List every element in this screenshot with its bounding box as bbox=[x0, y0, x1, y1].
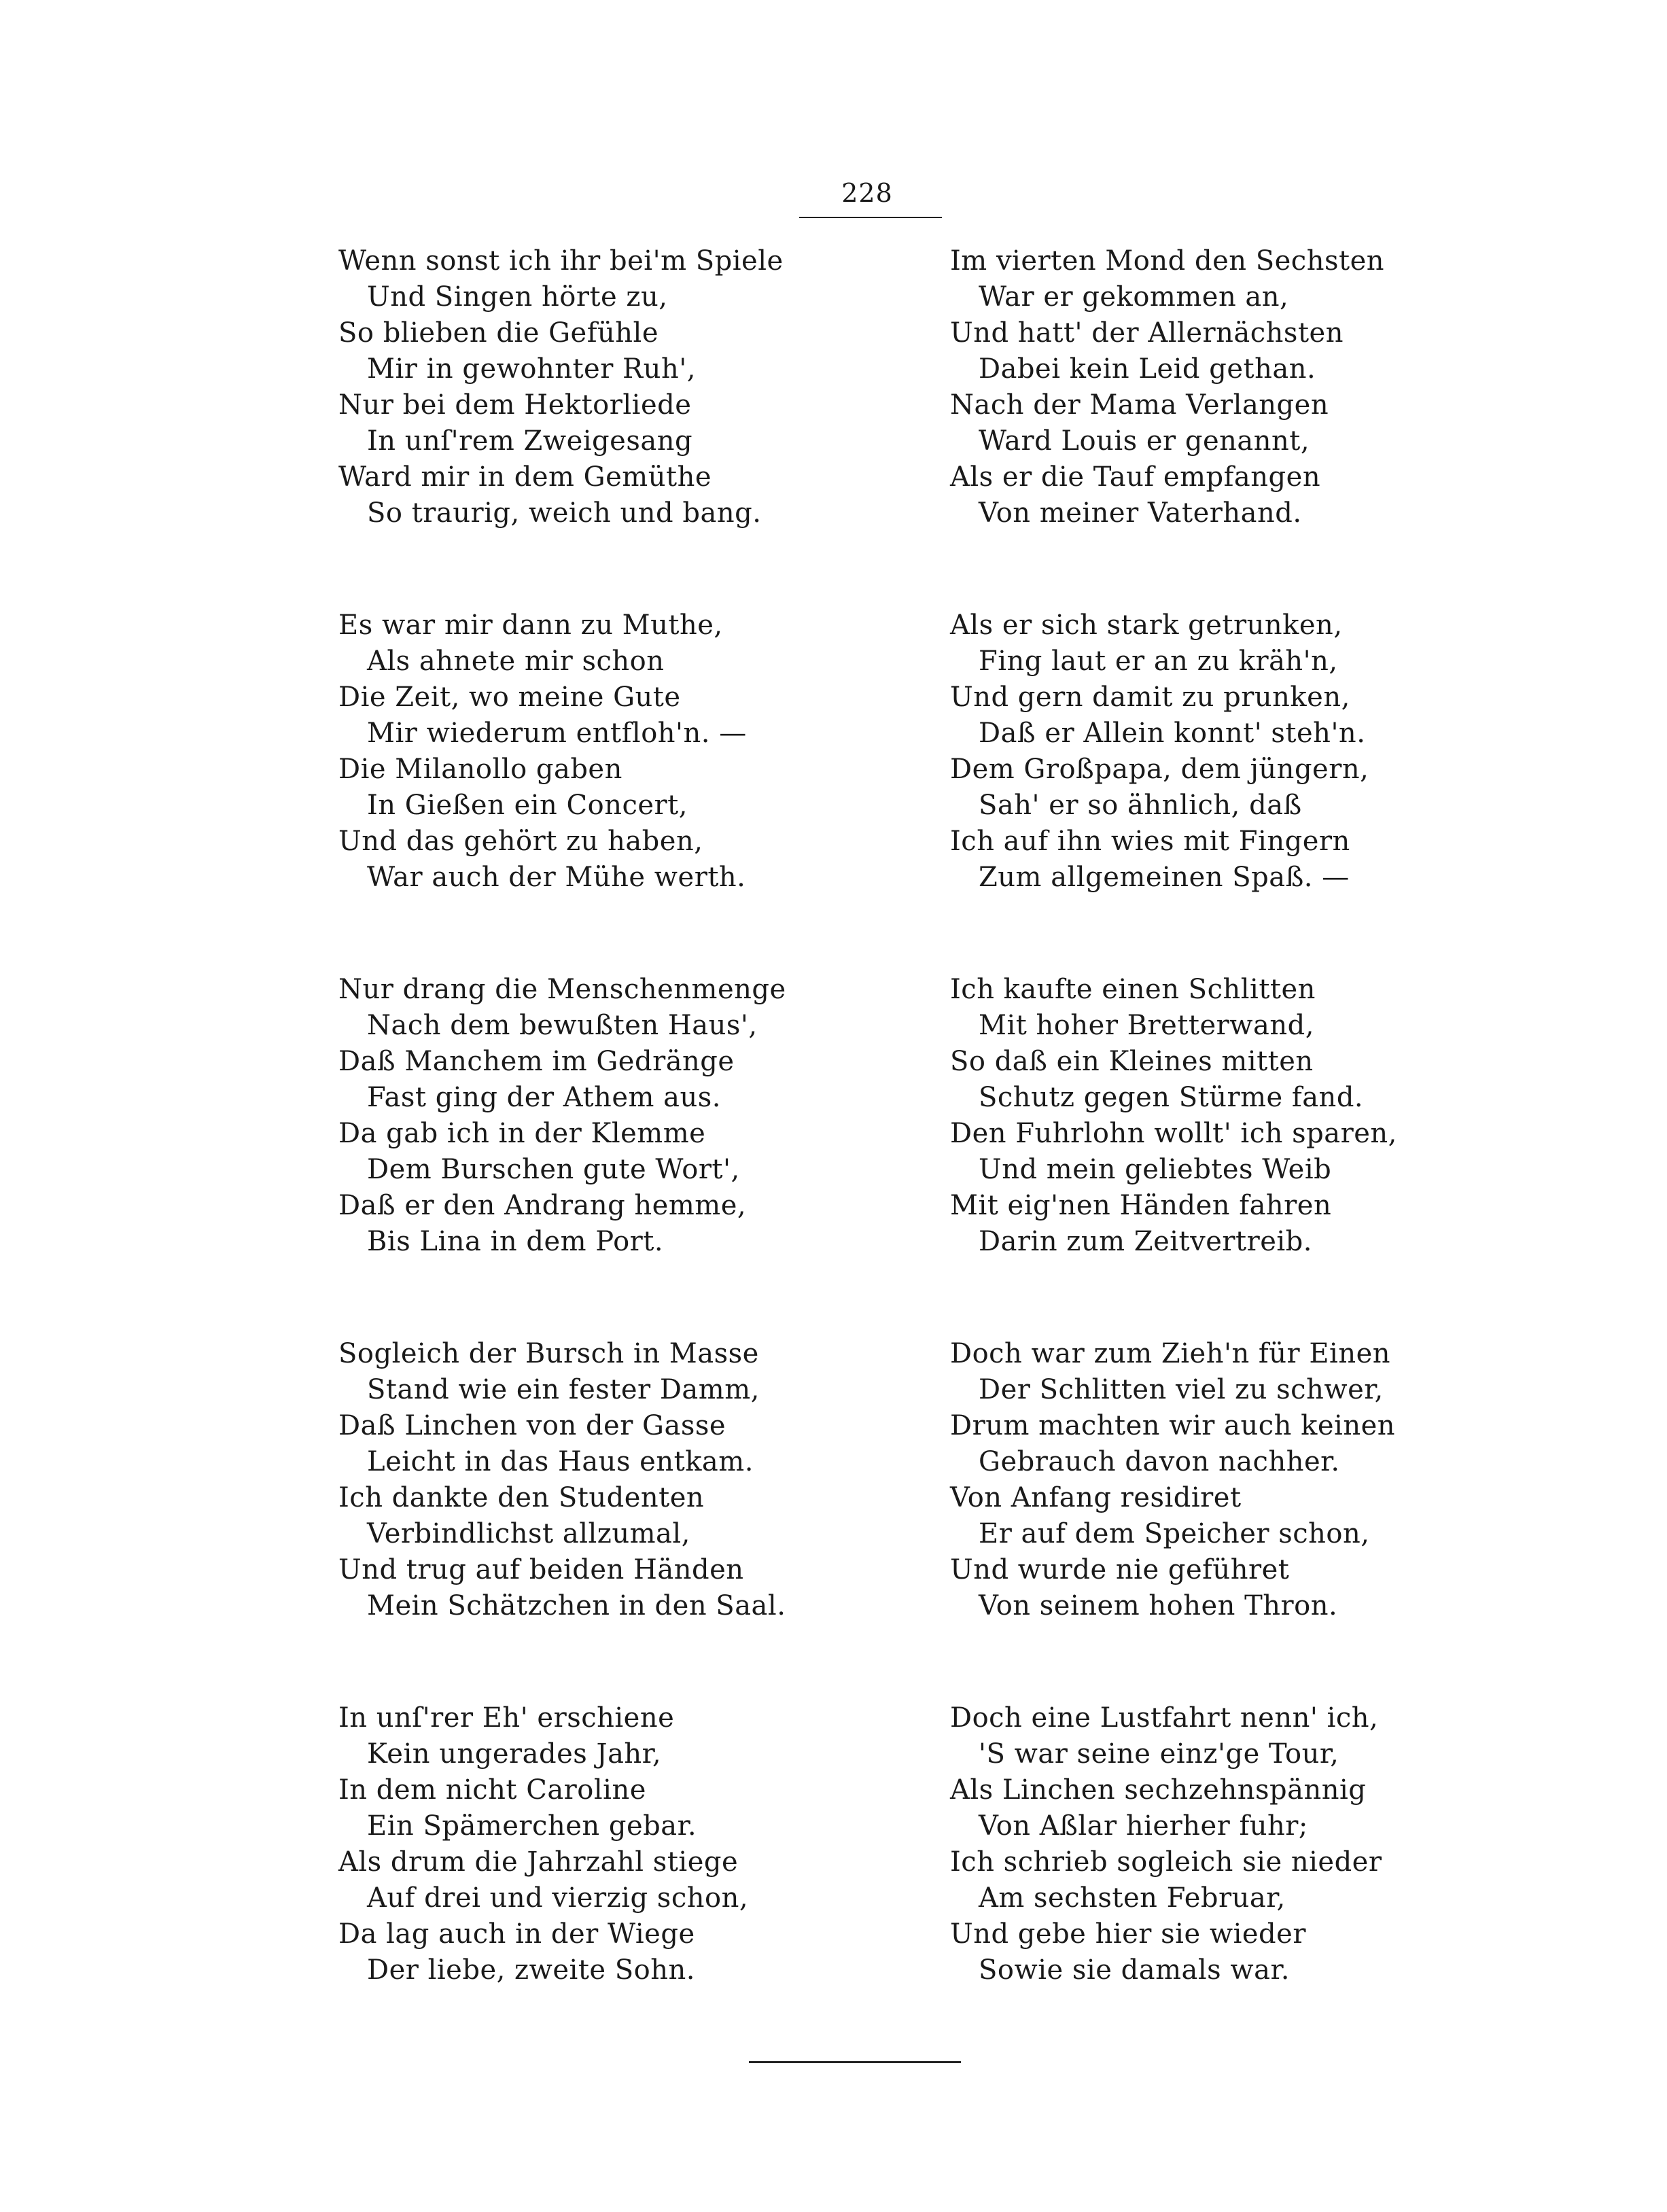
verse-line: Daß Manchem im Gedränge bbox=[338, 1046, 735, 1077]
verse-line: Fast ging der Athem aus. bbox=[367, 1082, 721, 1113]
verse-line: In Gießen ein Concert, bbox=[367, 790, 688, 821]
verse-line: Und das gehört zu haben, bbox=[338, 826, 703, 857]
verse-line: Von seinem hohen Thron. bbox=[979, 1590, 1338, 1621]
verse-line: Nur bei dem Hektorliede bbox=[338, 389, 692, 421]
verse-line: Verbindlichst allzumal, bbox=[367, 1518, 690, 1549]
verse-line: Auf drei und vierzig schon, bbox=[367, 1882, 749, 1914]
stanza bbox=[338, 608, 801, 972]
verse-line: Daß Linchen von der Gasse bbox=[338, 1410, 726, 1441]
header-rule bbox=[799, 217, 942, 218]
verse-line: Als drum die Jahrzahl stiege bbox=[338, 1846, 739, 1878]
verse-line: Fing laut er an zu kräh'n, bbox=[979, 646, 1338, 677]
stanza bbox=[338, 1336, 801, 1700]
verse-line: So blieben die Gefühle bbox=[338, 317, 659, 349]
verse-line: Mein Schätzchen in den Saal. bbox=[367, 1590, 786, 1621]
left-column bbox=[338, 243, 801, 2065]
verse-line: Nur drang die Menschenmenge bbox=[338, 974, 786, 1005]
verse-line: Darin zum Zeitvertreib. bbox=[979, 1226, 1312, 1257]
verse-line: Nach dem bewußten Haus', bbox=[367, 1010, 758, 1041]
stanza bbox=[338, 1700, 801, 2065]
verse-line: Schutz gegen Stürme fand. bbox=[979, 1082, 1364, 1113]
right-column bbox=[950, 243, 1412, 2065]
stanza bbox=[950, 972, 1412, 1336]
verse-line: Von Aßlar hierher fuhr; bbox=[979, 1810, 1308, 1842]
verse-line: So daß ein Kleines mitten bbox=[950, 1046, 1314, 1077]
verse-line: Es war mir dann zu Muthe, bbox=[338, 610, 723, 641]
verse-line: War auch der Mühe werth. bbox=[367, 862, 746, 893]
verse-line: Ich schrieb sogleich sie nieder bbox=[950, 1846, 1382, 1878]
verse-line: Von Anfang residiret bbox=[950, 1482, 1242, 1513]
verse-line: Er auf dem Speicher schon, bbox=[979, 1518, 1370, 1549]
stanza bbox=[950, 1700, 1412, 2065]
verse-line: Leicht in das Haus entkam. bbox=[367, 1446, 754, 1477]
verse-line: Im vierten Mond den Sechsten bbox=[950, 245, 1384, 277]
verse-line: In unſ'rem Zweigesang bbox=[367, 425, 693, 457]
verse-line: Sogleich der Bursch in Masse bbox=[338, 1338, 759, 1369]
stanza bbox=[950, 1336, 1412, 1700]
page-number: 228 bbox=[841, 178, 893, 208]
verse-line: Der Schlitten viel zu schwer, bbox=[979, 1374, 1384, 1405]
verse-line: Gebrauch davon nachher. bbox=[979, 1446, 1340, 1477]
verse-line: Als er sich stark getrunken, bbox=[950, 610, 1343, 641]
stanza bbox=[338, 243, 801, 608]
verse-line: Und mein geliebtes Weib bbox=[979, 1154, 1332, 1185]
verse-line: Wenn sonst ich ihr bei'm Spiele bbox=[338, 245, 784, 277]
verse-line: Und wurde nie geführet bbox=[950, 1554, 1290, 1585]
verse-line: Und trug auf beiden Händen bbox=[338, 1554, 744, 1585]
verse-line: Sah' er so ähnlich, daß bbox=[979, 790, 1302, 821]
verse-line: Nach der Mama Verlangen bbox=[950, 389, 1329, 421]
verse-line: Doch war zum Zieh'n für Einen bbox=[950, 1338, 1391, 1369]
verse-line: Dem Burschen gute Wort', bbox=[367, 1154, 740, 1185]
verse-line: Ein Spämerchen gebar. bbox=[367, 1810, 697, 1842]
verse-line: Zum allgemeinen Spaß. — bbox=[979, 862, 1350, 893]
verse-line: Als er die Tauf empfangen bbox=[950, 461, 1321, 493]
verse-line: Ward Louis er genannt, bbox=[979, 425, 1310, 457]
verse-line: Der liebe, zweite Sohn. bbox=[367, 1954, 696, 1986]
verse-line: Sowie sie damals war. bbox=[979, 1954, 1290, 1986]
verse-line: Mit hoher Bretterwand, bbox=[979, 1010, 1314, 1041]
verse-line: In dem nicht Caroline bbox=[338, 1774, 646, 1806]
stanza bbox=[338, 972, 801, 1336]
verse-line: Ich kaufte einen Schlitten bbox=[950, 974, 1316, 1005]
verse-line: Als ahnete mir schon bbox=[367, 646, 665, 677]
verse-line: Bis Lina in dem Port. bbox=[367, 1226, 664, 1257]
verse-line: Dem Großpapa, dem jüngern, bbox=[950, 754, 1369, 785]
stanza bbox=[950, 608, 1412, 972]
verse-line: Die Zeit, wo meine Gute bbox=[338, 682, 681, 713]
verse-line: War er gekommen an, bbox=[979, 281, 1289, 313]
verse-line: Doch eine Lustfahrt nenn' ich, bbox=[950, 1702, 1379, 1734]
verse-line: Die Milanollo gaben bbox=[338, 754, 622, 785]
verse-line: In unſ'rer Eh' erschiene bbox=[338, 1702, 675, 1734]
verse-line: Daß er den Andrang hemme, bbox=[338, 1190, 747, 1221]
verse-line: Ward mir in dem Gemüthe bbox=[338, 461, 712, 493]
footer-rule bbox=[749, 2061, 961, 2063]
verse-line: Und gern damit zu prunken, bbox=[950, 682, 1350, 713]
verse-line: So traurig, weich und bang. bbox=[367, 497, 762, 529]
verse-line: Mir wiederum entfloh'n. — bbox=[367, 718, 747, 749]
verse-line: Und gebe hier sie wieder bbox=[950, 1918, 1306, 1950]
verse-line: Ich dankte den Studenten bbox=[338, 1482, 705, 1513]
verse-line: Dabei kein Leid gethan. bbox=[979, 353, 1316, 385]
verse-line: Drum machten wir auch keinen bbox=[950, 1410, 1396, 1441]
verse-line: Da gab ich in der Klemme bbox=[338, 1118, 706, 1149]
verse-line: Als Linchen sechzehnspännig bbox=[950, 1774, 1367, 1806]
verse-line: Und hatt' der Allernächsten bbox=[950, 317, 1344, 349]
verse-line: Ich auf ihn wies mit Fingern bbox=[950, 826, 1350, 857]
verse-line: Stand wie ein fester Damm, bbox=[367, 1374, 760, 1405]
verse-line: Kein ungerades Jahr, bbox=[367, 1738, 662, 1770]
verse-line: Und Singen hörte zu, bbox=[367, 281, 668, 313]
verse-line: Am sechsten Februar, bbox=[979, 1882, 1286, 1914]
verse-line: 'S war seine einz'ge Tour, bbox=[979, 1738, 1339, 1770]
verse-line: Mit eig'nen Händen fahren bbox=[950, 1190, 1332, 1221]
verse-line: Daß er Allein konnt' steh'n. bbox=[979, 718, 1366, 749]
verse-line: Den Fuhrlohn wollt' ich sparen, bbox=[950, 1118, 1397, 1149]
verse-line: Da lag auch in der Wiege bbox=[338, 1918, 695, 1950]
stanza bbox=[950, 243, 1412, 608]
verse-line: Mir in gewohnter Ruh', bbox=[367, 353, 696, 385]
verse-line: Von meiner Vaterhand. bbox=[979, 497, 1302, 529]
